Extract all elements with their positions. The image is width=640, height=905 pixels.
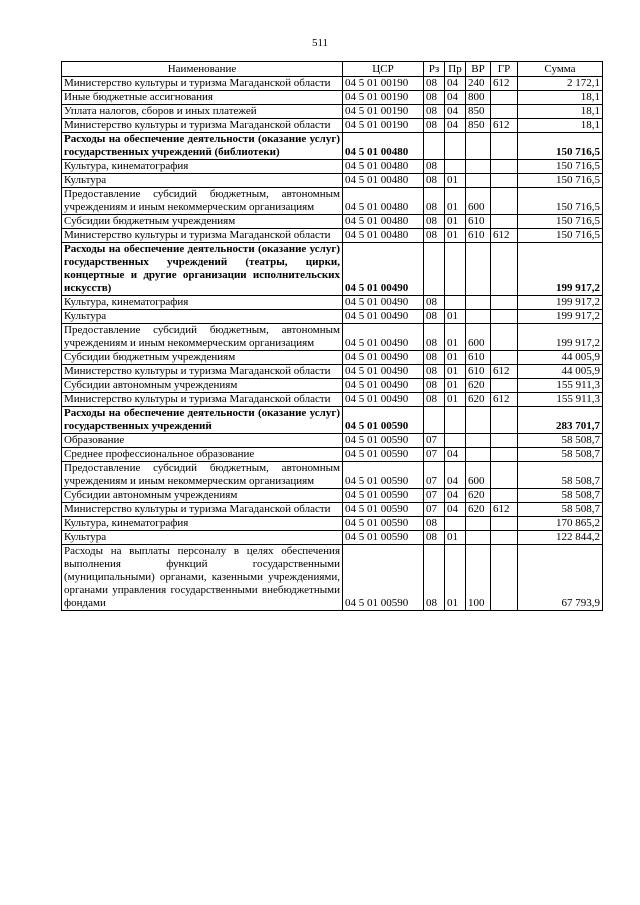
row-rz-cell: 08 bbox=[424, 229, 445, 243]
row-name-cell: Министерство культуры и туризма Магаданской области bbox=[62, 119, 343, 133]
row-pr-cell: 04 bbox=[445, 462, 466, 489]
row-csr-cell: 04 5 01 00590 bbox=[343, 503, 424, 517]
row-vr-cell: 610 bbox=[466, 229, 491, 243]
row-vr-cell bbox=[466, 174, 491, 188]
row-sum-cell: 155 911,3 bbox=[518, 393, 603, 407]
table-row bbox=[62, 296, 603, 310]
row-sum-cell: 58 508,7 bbox=[518, 434, 603, 448]
budget-table bbox=[61, 61, 603, 611]
row-vr-cell: 800 bbox=[466, 91, 491, 105]
table-row bbox=[62, 91, 603, 105]
row-name-cell: Расходы на обеспечение деятельности (оказание услуг) государственных учреждений (театры, цирки, концертные и другие организации исполнительских искусств) bbox=[62, 243, 343, 296]
table-row bbox=[62, 545, 603, 611]
row-rz-cell: 08 bbox=[424, 77, 445, 91]
row-vr-cell bbox=[466, 243, 491, 296]
row-rz-cell: 08 bbox=[424, 215, 445, 229]
row-csr-cell: 04 5 01 00490 bbox=[343, 324, 424, 351]
row-gr-cell bbox=[491, 105, 518, 119]
row-pr-cell: 01 bbox=[445, 545, 466, 611]
row-rz-cell bbox=[424, 243, 445, 296]
row-pr-cell: 04 bbox=[445, 448, 466, 462]
row-gr-cell bbox=[491, 188, 518, 215]
row-sum-cell: 150 716,5 bbox=[518, 160, 603, 174]
row-csr-cell: 04 5 01 00590 bbox=[343, 489, 424, 503]
row-name-cell: Расходы на выплаты персоналу в целях обеспечения выполнения функций государственными (муниципальными) органами, казенными учреждениями, органами управления государственными внебюджетными фондами bbox=[62, 545, 343, 611]
row-pr-cell: 01 bbox=[445, 215, 466, 229]
row-name-cell: Расходы на обеспечение деятельности (оказание услуг) государственных учреждений (библиотеки) bbox=[62, 133, 343, 160]
row-rz-cell: 08 bbox=[424, 324, 445, 351]
row-vr-cell: 620 bbox=[466, 489, 491, 503]
row-sum-cell: 150 716,5 bbox=[518, 174, 603, 188]
table-row bbox=[62, 229, 603, 243]
row-name-cell: Предоставление субсидий бюджетным, автономным учреждениям и иным некоммерческим организациям bbox=[62, 188, 343, 215]
row-name-cell: Субсидии бюджетным учреждениям bbox=[62, 351, 343, 365]
row-csr-cell: 04 5 01 00480 bbox=[343, 188, 424, 215]
table-row bbox=[62, 105, 603, 119]
row-rz-cell bbox=[424, 133, 445, 160]
row-vr-cell bbox=[466, 133, 491, 160]
row-sum-cell: 155 911,3 bbox=[518, 379, 603, 393]
row-gr-cell: 612 bbox=[491, 119, 518, 133]
row-csr-cell: 04 5 01 00490 bbox=[343, 393, 424, 407]
column-header-csr: ЦСР bbox=[343, 62, 424, 77]
row-sum-cell: 44 005,9 bbox=[518, 365, 603, 379]
row-rz-cell: 07 bbox=[424, 434, 445, 448]
row-name-cell: Предоставление субсидий бюджетным, автономным учреждениям и иным некоммерческим организациям bbox=[62, 324, 343, 351]
row-rz-cell: 08 bbox=[424, 91, 445, 105]
row-pr-cell: 04 bbox=[445, 119, 466, 133]
row-name-cell: Министерство культуры и туризма Магаданской области bbox=[62, 229, 343, 243]
row-name-cell: Субсидии бюджетным учреждениям bbox=[62, 215, 343, 229]
row-vr-cell: 620 bbox=[466, 379, 491, 393]
row-pr-cell: 04 bbox=[445, 503, 466, 517]
row-gr-cell bbox=[491, 517, 518, 531]
row-name-cell: Культура, кинематография bbox=[62, 296, 343, 310]
row-name-cell: Уплата налогов, сборов и иных платежей bbox=[62, 105, 343, 119]
table-row bbox=[62, 448, 603, 462]
column-header-name: Наименование bbox=[62, 62, 343, 77]
row-pr-cell: 01 bbox=[445, 324, 466, 351]
row-csr-cell: 04 5 01 00490 bbox=[343, 379, 424, 393]
row-pr-cell: 01 bbox=[445, 531, 466, 545]
row-csr-cell: 04 5 01 00490 bbox=[343, 310, 424, 324]
row-vr-cell: 620 bbox=[466, 393, 491, 407]
table-row bbox=[62, 434, 603, 448]
row-gr-cell: 612 bbox=[491, 77, 518, 91]
row-pr-cell: 04 bbox=[445, 489, 466, 503]
table-row bbox=[62, 119, 603, 133]
row-csr-cell: 04 5 01 00490 bbox=[343, 243, 424, 296]
table-row bbox=[62, 243, 603, 296]
row-pr-cell bbox=[445, 407, 466, 434]
row-sum-cell: 199 917,2 bbox=[518, 310, 603, 324]
row-gr-cell bbox=[491, 462, 518, 489]
row-gr-cell: 612 bbox=[491, 365, 518, 379]
row-gr-cell bbox=[491, 215, 518, 229]
row-sum-cell: 150 716,5 bbox=[518, 215, 603, 229]
row-rz-cell: 07 bbox=[424, 503, 445, 517]
row-csr-cell: 04 5 01 00590 bbox=[343, 448, 424, 462]
row-vr-cell: 240 bbox=[466, 77, 491, 91]
row-vr-cell: 100 bbox=[466, 545, 491, 611]
row-sum-cell: 199 917,2 bbox=[518, 296, 603, 310]
table-row bbox=[62, 215, 603, 229]
row-name-cell: Субсидии автономным учреждениям bbox=[62, 489, 343, 503]
row-gr-cell bbox=[491, 379, 518, 393]
row-csr-cell: 04 5 01 00190 bbox=[343, 77, 424, 91]
row-pr-cell: 01 bbox=[445, 379, 466, 393]
row-csr-cell: 04 5 01 00590 bbox=[343, 407, 424, 434]
row-csr-cell: 04 5 01 00480 bbox=[343, 133, 424, 160]
row-rz-cell: 08 bbox=[424, 119, 445, 133]
row-name-cell: Министерство культуры и туризма Магаданской области bbox=[62, 77, 343, 91]
row-vr-cell bbox=[466, 160, 491, 174]
row-gr-cell: 612 bbox=[491, 503, 518, 517]
row-rz-cell bbox=[424, 407, 445, 434]
table-row bbox=[62, 379, 603, 393]
table-row bbox=[62, 351, 603, 365]
row-vr-cell bbox=[466, 296, 491, 310]
row-name-cell: Министерство культуры и туризма Магаданской области bbox=[62, 503, 343, 517]
row-gr-cell bbox=[491, 243, 518, 296]
row-csr-cell: 04 5 01 00590 bbox=[343, 531, 424, 545]
row-rz-cell: 08 bbox=[424, 531, 445, 545]
row-pr-cell bbox=[445, 243, 466, 296]
row-rz-cell: 08 bbox=[424, 188, 445, 215]
row-vr-cell: 620 bbox=[466, 503, 491, 517]
table-row bbox=[62, 489, 603, 503]
row-name-cell: Среднее профессиональное образование bbox=[62, 448, 343, 462]
row-name-cell: Предоставление субсидий бюджетным, автономным учреждениям и иным некоммерческим организациям bbox=[62, 462, 343, 489]
row-gr-cell bbox=[491, 296, 518, 310]
table-row bbox=[62, 517, 603, 531]
row-sum-cell: 283 701,7 bbox=[518, 407, 603, 434]
row-sum-cell: 58 508,7 bbox=[518, 448, 603, 462]
table-row bbox=[62, 462, 603, 489]
row-vr-cell: 610 bbox=[466, 365, 491, 379]
row-name-cell: Культура bbox=[62, 531, 343, 545]
column-header-sum: Сумма bbox=[518, 62, 603, 77]
row-sum-cell: 150 716,5 bbox=[518, 229, 603, 243]
row-csr-cell: 04 5 01 00480 bbox=[343, 160, 424, 174]
table-row bbox=[62, 188, 603, 215]
row-vr-cell: 850 bbox=[466, 105, 491, 119]
row-rz-cell: 08 bbox=[424, 365, 445, 379]
table-row bbox=[62, 174, 603, 188]
row-pr-cell bbox=[445, 296, 466, 310]
row-sum-cell: 170 865,2 bbox=[518, 517, 603, 531]
row-pr-cell: 01 bbox=[445, 174, 466, 188]
column-header-rz: Рз bbox=[424, 62, 445, 77]
row-pr-cell bbox=[445, 160, 466, 174]
row-gr-cell bbox=[491, 351, 518, 365]
row-rz-cell: 07 bbox=[424, 489, 445, 503]
row-vr-cell bbox=[466, 434, 491, 448]
row-name-cell: Иные бюджетные ассигнования bbox=[62, 91, 343, 105]
row-name-cell: Субсидии автономным учреждениям bbox=[62, 379, 343, 393]
row-sum-cell: 199 917,2 bbox=[518, 324, 603, 351]
row-gr-cell bbox=[491, 174, 518, 188]
row-csr-cell: 04 5 01 00480 bbox=[343, 229, 424, 243]
row-sum-cell: 199 917,2 bbox=[518, 243, 603, 296]
row-vr-cell: 600 bbox=[466, 324, 491, 351]
row-vr-cell: 610 bbox=[466, 215, 491, 229]
row-sum-cell: 122 844,2 bbox=[518, 531, 603, 545]
row-rz-cell: 08 bbox=[424, 545, 445, 611]
row-csr-cell: 04 5 01 00190 bbox=[343, 119, 424, 133]
row-rz-cell: 08 bbox=[424, 105, 445, 119]
row-csr-cell: 04 5 01 00590 bbox=[343, 434, 424, 448]
row-gr-cell bbox=[491, 545, 518, 611]
row-name-cell: Образование bbox=[62, 434, 343, 448]
row-sum-cell: 58 508,7 bbox=[518, 462, 603, 489]
row-gr-cell bbox=[491, 489, 518, 503]
table-row bbox=[62, 531, 603, 545]
row-sum-cell: 44 005,9 bbox=[518, 351, 603, 365]
row-csr-cell: 04 5 01 00480 bbox=[343, 215, 424, 229]
row-rz-cell: 08 bbox=[424, 351, 445, 365]
row-gr-cell bbox=[491, 91, 518, 105]
row-csr-cell: 04 5 01 00480 bbox=[343, 174, 424, 188]
row-pr-cell bbox=[445, 517, 466, 531]
row-vr-cell bbox=[466, 517, 491, 531]
row-sum-cell: 150 716,5 bbox=[518, 188, 603, 215]
row-csr-cell: 04 5 01 00590 bbox=[343, 545, 424, 611]
row-pr-cell bbox=[445, 434, 466, 448]
table-row bbox=[62, 77, 603, 91]
row-pr-cell: 01 bbox=[445, 188, 466, 215]
row-sum-cell: 18,1 bbox=[518, 91, 603, 105]
column-header-vr: ВР bbox=[466, 62, 491, 77]
row-pr-cell: 01 bbox=[445, 229, 466, 243]
table-row bbox=[62, 160, 603, 174]
table-row bbox=[62, 365, 603, 379]
table-row bbox=[62, 324, 603, 351]
row-name-cell: Культура, кинематография bbox=[62, 160, 343, 174]
page-number: 511 bbox=[311, 37, 329, 49]
row-vr-cell bbox=[466, 407, 491, 434]
table-body bbox=[62, 77, 603, 611]
row-name-cell: Министерство культуры и туризма Магаданской области bbox=[62, 365, 343, 379]
row-pr-cell: 01 bbox=[445, 393, 466, 407]
row-gr-cell bbox=[491, 324, 518, 351]
table-row bbox=[62, 310, 603, 324]
row-rz-cell: 07 bbox=[424, 448, 445, 462]
row-csr-cell: 04 5 01 00190 bbox=[343, 105, 424, 119]
row-gr-cell: 612 bbox=[491, 393, 518, 407]
row-csr-cell: 04 5 01 00590 bbox=[343, 462, 424, 489]
row-rz-cell: 08 bbox=[424, 517, 445, 531]
row-name-cell: Расходы на обеспечение деятельности (оказание услуг) государственных учреждений bbox=[62, 407, 343, 434]
row-sum-cell: 58 508,7 bbox=[518, 489, 603, 503]
column-header-pr: Пр bbox=[445, 62, 466, 77]
row-vr-cell bbox=[466, 310, 491, 324]
row-pr-cell: 04 bbox=[445, 77, 466, 91]
row-csr-cell: 04 5 01 00190 bbox=[343, 91, 424, 105]
row-sum-cell: 150 716,5 bbox=[518, 133, 603, 160]
row-pr-cell: 01 bbox=[445, 351, 466, 365]
row-sum-cell: 2 172,1 bbox=[518, 77, 603, 91]
row-pr-cell: 01 bbox=[445, 310, 466, 324]
row-name-cell: Министерство культуры и туризма Магаданской области bbox=[62, 393, 343, 407]
table-row bbox=[62, 503, 603, 517]
table-row bbox=[62, 133, 603, 160]
row-name-cell: Культура bbox=[62, 310, 343, 324]
row-rz-cell: 08 bbox=[424, 379, 445, 393]
row-vr-cell: 610 bbox=[466, 351, 491, 365]
row-pr-cell: 04 bbox=[445, 105, 466, 119]
row-gr-cell bbox=[491, 160, 518, 174]
table-header-row bbox=[62, 62, 603, 77]
row-name-cell: Культура bbox=[62, 174, 343, 188]
row-gr-cell: 612 bbox=[491, 229, 518, 243]
row-sum-cell: 18,1 bbox=[518, 105, 603, 119]
row-rz-cell: 08 bbox=[424, 160, 445, 174]
row-gr-cell bbox=[491, 133, 518, 160]
row-rz-cell: 08 bbox=[424, 174, 445, 188]
row-sum-cell: 18,1 bbox=[518, 119, 603, 133]
row-vr-cell bbox=[466, 531, 491, 545]
table-row bbox=[62, 407, 603, 434]
row-vr-cell: 600 bbox=[466, 188, 491, 215]
row-rz-cell: 07 bbox=[424, 462, 445, 489]
row-vr-cell: 850 bbox=[466, 119, 491, 133]
column-header-gr: ГР bbox=[491, 62, 518, 77]
row-rz-cell: 08 bbox=[424, 296, 445, 310]
row-csr-cell: 04 5 01 00490 bbox=[343, 365, 424, 379]
row-name-cell: Культура, кинематография bbox=[62, 517, 343, 531]
table-row bbox=[62, 393, 603, 407]
row-sum-cell: 58 508,7 bbox=[518, 503, 603, 517]
row-csr-cell: 04 5 01 00490 bbox=[343, 296, 424, 310]
row-pr-cell: 01 bbox=[445, 365, 466, 379]
row-gr-cell bbox=[491, 434, 518, 448]
row-gr-cell bbox=[491, 448, 518, 462]
row-pr-cell: 04 bbox=[445, 91, 466, 105]
row-csr-cell: 04 5 01 00490 bbox=[343, 351, 424, 365]
row-pr-cell bbox=[445, 133, 466, 160]
row-vr-cell: 600 bbox=[466, 462, 491, 489]
row-sum-cell: 67 793,9 bbox=[518, 545, 603, 611]
row-rz-cell: 08 bbox=[424, 310, 445, 324]
row-vr-cell bbox=[466, 448, 491, 462]
row-rz-cell: 08 bbox=[424, 393, 445, 407]
row-gr-cell bbox=[491, 407, 518, 434]
row-gr-cell bbox=[491, 531, 518, 545]
row-csr-cell: 04 5 01 00590 bbox=[343, 517, 424, 531]
row-gr-cell bbox=[491, 310, 518, 324]
